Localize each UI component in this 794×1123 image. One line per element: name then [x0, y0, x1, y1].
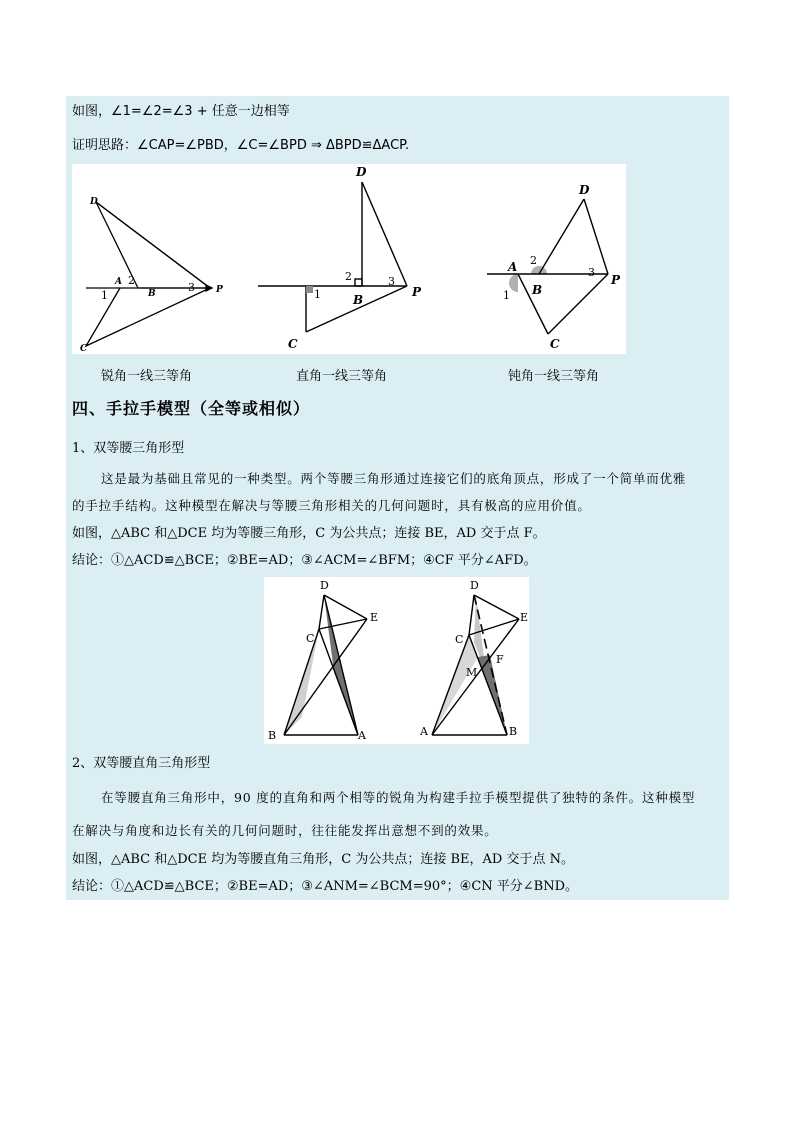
- right-label-d: D: [470, 579, 479, 592]
- proof-idea: 证明思路：∠CAP=∠PBD，∠C=∠BPD ⇒ ΔBPD≌ΔACP.: [72, 138, 410, 153]
- acute-label-p: P: [216, 285, 223, 295]
- sub2-statement: 如图，△ABC 和△DCE 均为等腰直角三角形，C 为公共点；连接 BE，AD 交于点 N。: [72, 852, 574, 867]
- obtuse-label-c: C: [550, 337, 560, 351]
- sub2-conclusion: 结论：①△ACD≌△BCE；②BE=AD；③∠ANM=∠BCM=90°；④CN 平分∠BND。: [72, 879, 579, 894]
- obtuse-angle-1-mark: [509, 274, 518, 292]
- left-label-d: D: [320, 579, 329, 592]
- double-isosceles-figures: [264, 577, 529, 744]
- right-label-c: C: [455, 633, 464, 646]
- right-angle-mark-1: [306, 286, 313, 293]
- obtuse-label-b: B: [532, 283, 543, 297]
- left-label-e: E: [370, 611, 379, 624]
- right-label-a: A: [420, 725, 428, 738]
- right-label-e: E: [520, 611, 529, 624]
- right-label-c: C: [288, 337, 298, 351]
- model-statement: 如图，∠1=∠2=∠3 + 任意一边相等: [72, 104, 290, 119]
- sub1-conclusion: 结论：①△ACD≌△BCE；②BE=AD；③∠ACM=∠BFM；④CF 平分∠AFD。: [72, 553, 537, 568]
- acute-label-b: B: [148, 289, 156, 299]
- right-label-m: M: [466, 666, 478, 679]
- acute-angle-2: 2: [128, 274, 135, 287]
- sub1-statement: 如图，△ABC 和△DCE 均为等腰三角形，C 为公共点；连接 BE，AD 交于点 F。: [72, 526, 546, 541]
- obtuse-label-d: D: [579, 183, 590, 197]
- left-label-b: B: [268, 729, 277, 742]
- right-caption: 直角一线三等角: [296, 369, 388, 384]
- sub2-title: 2、双等腰直角三角形型: [72, 756, 211, 771]
- section-heading: 四、手拉手模型（全等或相似）: [72, 399, 311, 418]
- right-label-p: P: [412, 285, 422, 299]
- right-angle-2: 2: [345, 270, 352, 283]
- right-label-b: B: [509, 725, 518, 738]
- acute-label-a: A: [115, 277, 122, 287]
- right-light-shade: [432, 635, 478, 735]
- right-angle-1: 1: [314, 288, 321, 301]
- acute-angle-diagram: [86, 202, 212, 346]
- left-label-c: C: [306, 632, 315, 645]
- sub1-paragraph-line1: 这是最为基础且常见的一种类型。两个等腰三角形通过连接它们的底角顶点，形成了一个简单而优雅: [101, 471, 687, 486]
- right-angle-diagram: [258, 182, 407, 332]
- right-angle-3: 3: [388, 275, 395, 288]
- obtuse-label-a: A: [508, 260, 518, 274]
- obtuse-angle-2: 2: [530, 254, 537, 267]
- sub2-paragraph-line2: 在解决与角度和边长有关的几何问题时，往往能发挥出意想不到的效果。: [72, 823, 498, 838]
- double-isosceles-diagrams: [264, 577, 529, 744]
- obtuse-label-p: P: [611, 273, 621, 287]
- sub1-title: 1、双等腰三角形型: [72, 441, 185, 456]
- sub1-paragraph-line2: 的手拉手结构。这种模型在解决与等腰三角形相关的几何问题时，具有极高的应用价值。: [72, 498, 591, 513]
- acute-label-c: C: [80, 344, 88, 354]
- obtuse-caption: 钝角一线三等角: [508, 369, 600, 384]
- obtuse-angle-1: 1: [503, 289, 510, 302]
- right-label-d: D: [356, 165, 367, 179]
- obtuse-angle-3: 3: [588, 266, 595, 279]
- left-label-a: A: [358, 729, 366, 742]
- sub2-paragraph-line1: 在等腰直角三角形中，90 度的直角和两个相等的锐角为构建手拉手模型提供了独特的条件。这种模型: [101, 790, 696, 805]
- acute-caption: 锐角一线三等角: [101, 369, 193, 384]
- right-label-f: F: [496, 653, 504, 666]
- right-label-b: B: [353, 293, 364, 307]
- acute-angle-1: 1: [101, 289, 108, 302]
- three-angle-diagrams: [72, 164, 626, 354]
- one-line-three-angles-figures: [72, 164, 626, 354]
- acute-angle-3: 3: [188, 281, 195, 294]
- acute-label-d: D: [90, 197, 98, 207]
